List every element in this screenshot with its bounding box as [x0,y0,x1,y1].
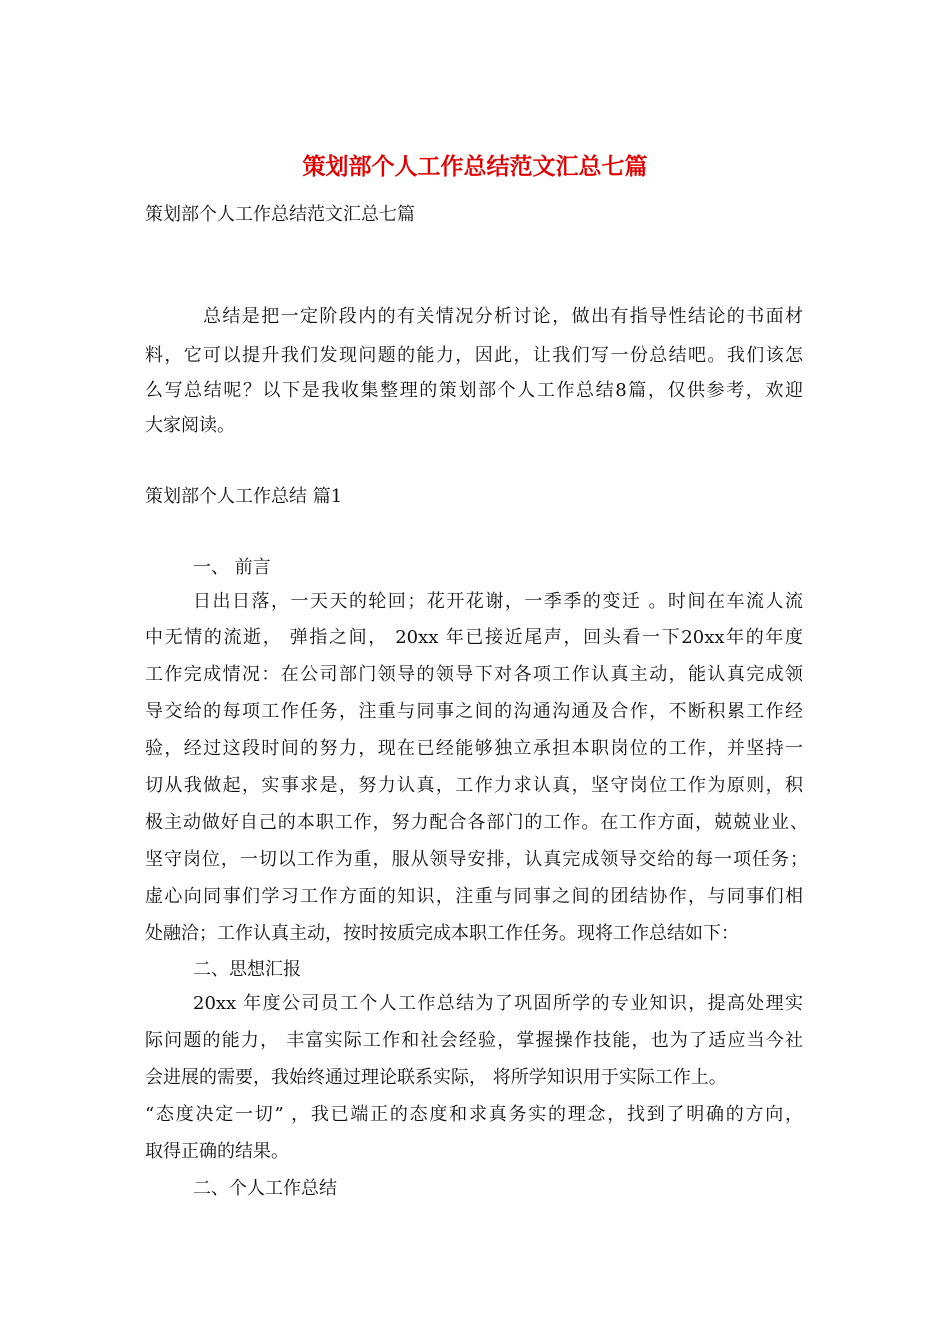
section1-line: 工作完成情况：在公司部门领导的领导下对各项工作认真主动，能认真完成领 [145,664,803,685]
document-subtitle: 策划部个人工作总结范文汇总七篇 [145,204,415,225]
section-heading: 二、个人工作总结 [193,1178,337,1199]
section1-line: 验，经过这段时间的努力，现在已经能够独立承担本职岗位的工作，并坚持一 [145,738,803,759]
section1-line: 中无情的流逝， 弹指之间， 20xx 年已接近尾声，回头看一下20xx年的年度 [145,627,803,648]
intro-line: 总结是把一定阶段内的有关情况分析讨论，做出有指导性结论的书面材 [203,306,803,327]
section1-line: 虚心向同事们学习工作方面的知识，注重与同事之间的团结协作，与同事们相 [145,886,803,907]
intro-line: 料，它可以提升我们发现问题的能力，因此，让我们写一份总结吧。我们该怎 [145,345,803,366]
section1-line: 坚守岗位，一切以工作为重，服从领导安排，认真完成领导交给的每一项任务； [145,849,808,870]
intro-line: 么写总结呢？以下是我收集整理的策划部个人工作总结8篇，仅供参考，欢迎 [145,380,803,401]
section1-line: 极主动做好自己的本职工作，努力配合各部门的工作。在工作方面，兢兢业业、 [145,812,808,833]
section1-line: 导交给的每项工作任务，注重与同事之间的沟通沟通及合作，不断积累工作经 [145,701,803,722]
section1-line: 处融洽；工作认真主动，按时按质完成本职工作任务。现将工作总结如下： [145,923,739,944]
section2-line: 20xx 年度公司员工个人工作总结为了巩固所学的专业知识，提高处理实 [193,993,803,1014]
section1-line: 切从我做起，实事求是，努力认真，工作力求认真，坚守岗位工作为原则，积 [145,775,803,796]
section1-line: 日出日落，一天天的轮回；花开花谢，一季季的变迁 。时间在车流人流 [193,591,803,612]
section-heading: 二、思想汇报 [193,959,301,980]
section2-line: “态度决定一切” ，我已端正的态度和求真务实的理念，找到了明确的方向， [145,1104,803,1125]
intro-line: 大家阅读。 [145,415,235,436]
article-heading: 策划部个人工作总结 篇1 [145,486,343,507]
section-heading: 一、 前言 [193,557,271,578]
section2-line: 取得正确的结果。 [145,1141,289,1162]
section2-line: 会进展的需要，我始终通过理论联系实际， 将所学知识用于实际工作上。 [145,1067,727,1088]
document-title: 策划部个人工作总结范文汇总七篇 [302,153,648,180]
section2-line: 际问题的能力， 丰富实际工作和社会经验，掌握操作技能，也为了适应当今社 [145,1030,803,1051]
